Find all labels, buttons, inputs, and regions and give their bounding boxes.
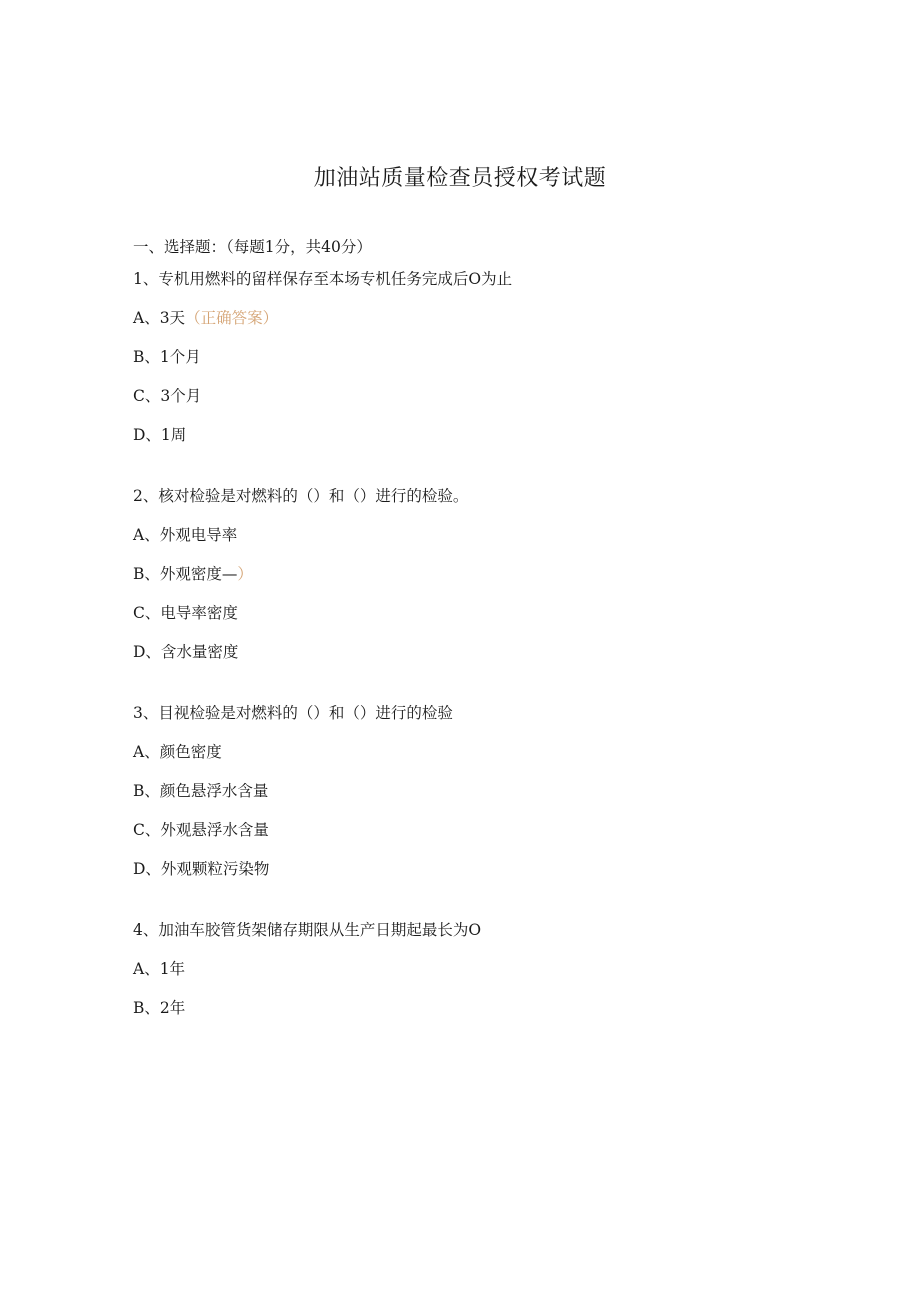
correct-answer-mark: （正确答案） <box>185 309 279 327</box>
question-3-option-c: C、外观悬浮水含量 <box>133 821 269 839</box>
question-3-option-d: D、外观颗粒污染物 <box>133 860 270 878</box>
question-4-option-a: A、1年 <box>133 960 186 978</box>
answer-mark-fragment: ） <box>237 565 253 583</box>
option-text: A、3天 <box>133 309 186 327</box>
question-4-option-b: B、2年 <box>133 999 186 1017</box>
question-4-stem: 4、加油车胶管货架储存期限从生产日期起最长为O <box>133 921 482 939</box>
question-1-option-c: C、3个月 <box>133 387 202 405</box>
question-2-option-c: C、电导率密度 <box>133 604 238 622</box>
question-2-option-a: A、外观电导率 <box>133 526 238 544</box>
question-3-option-b: B、颜色悬浮水含量 <box>133 782 269 800</box>
question-1-option-d: D、1周 <box>133 426 187 444</box>
section-heading: 一、选择题：（每题1分，共40分） <box>133 238 372 256</box>
question-3-option-a: A、颜色密度 <box>133 743 222 761</box>
question-2-option-d: D、含水量密度 <box>133 643 239 661</box>
question-2-option-b <box>133 563 253 585</box>
question-3-stem: 3、目视检验是对燃料的（）和（）进行的检验 <box>133 704 453 722</box>
question-1-option-a <box>133 307 278 329</box>
option-text: B、外观密度— <box>133 565 238 583</box>
question-2-stem: 2、核对检验是对燃料的（）和（）进行的检验。 <box>133 487 469 505</box>
question-1-option-b: B、1个月 <box>133 348 201 366</box>
question-1-stem: 1、专机用燃料的留样保存至本场专机任务完成后O为止 <box>133 270 513 288</box>
document-title: 加油站质量检查员授权考试题 <box>313 166 607 191</box>
